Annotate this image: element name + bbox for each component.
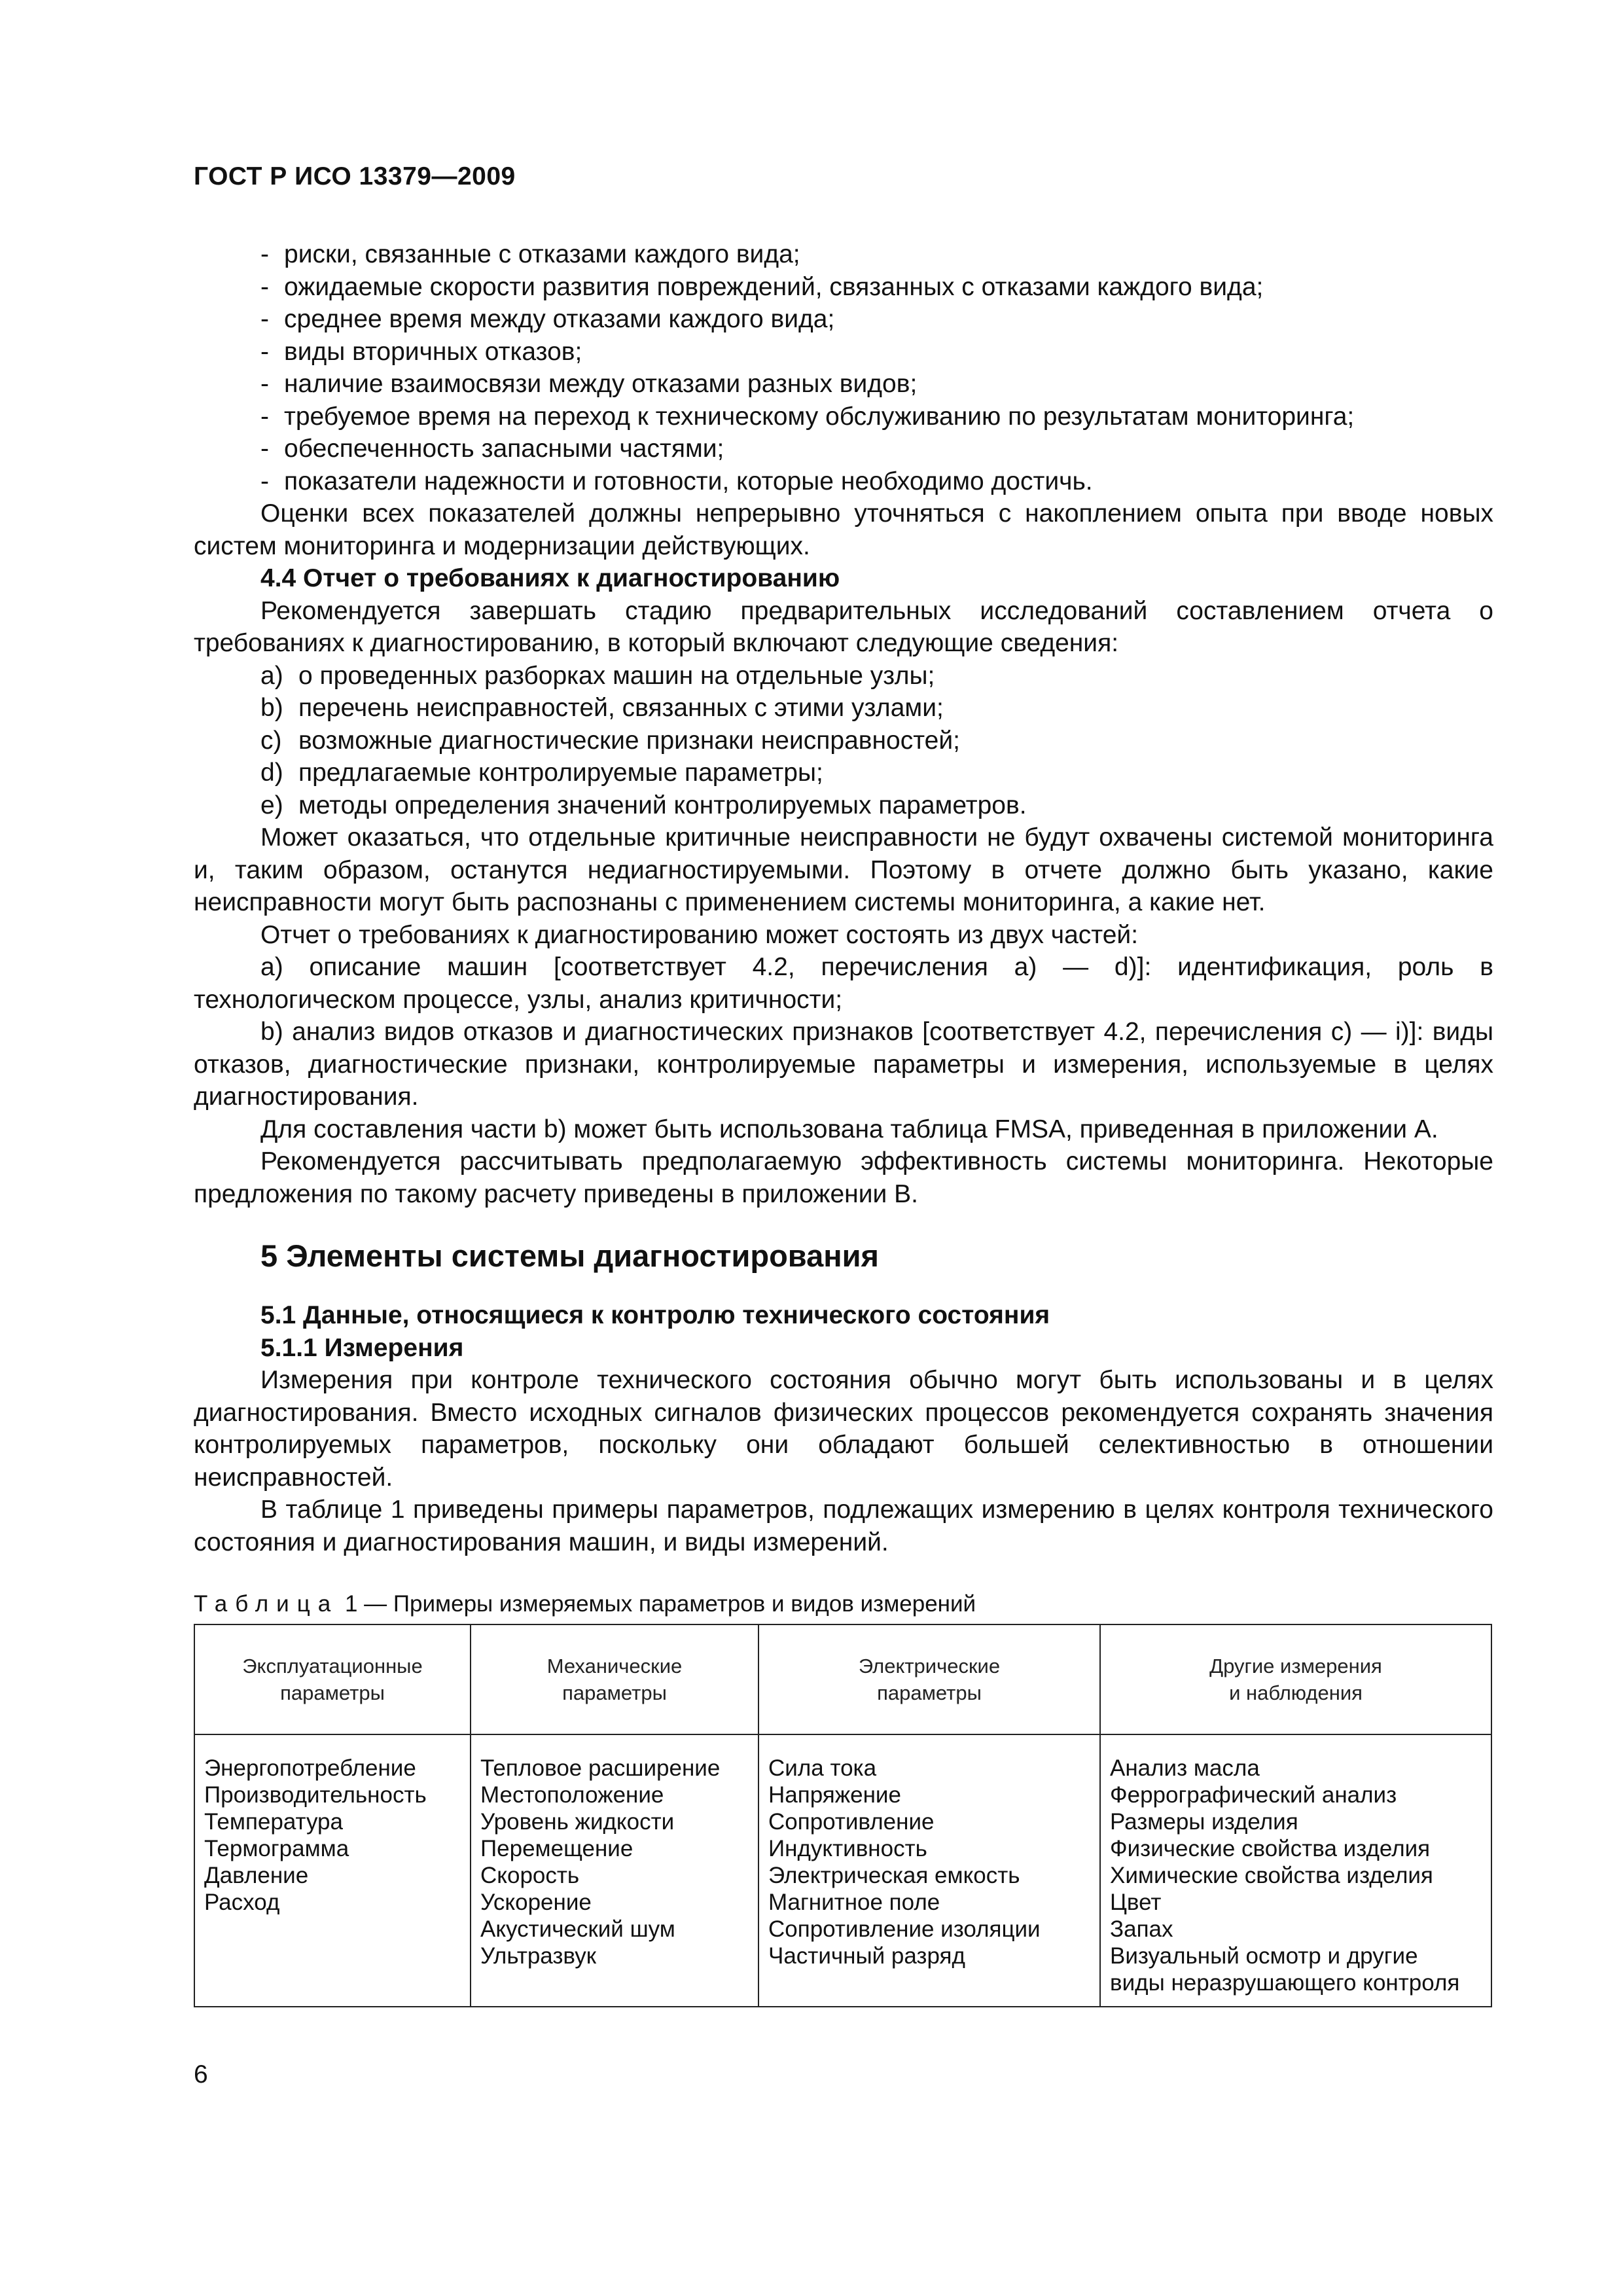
list-item: - ожидаемые скорости развития повреждений, связанных с отказами каждого вида; [260,272,1264,301]
paragraph: Измерения при контроле технического состояния обычно могут быть использованы и в целях диагностирования. Вместо исходных сигналов физических процессов рекомендуется сохранять значения контролируемых параметров, поскольку они обладают большей селективностью в отношении неисправностей. [194,1366,1493,1492]
table-cell-mechanical: Тепловое расширение Местоположение Уровень жидкости Перемещение Скорость Ускорение Акустический шум Ультразвук [471,1734,758,2007]
measurements-table [194,1624,1492,2007]
paragraph: a) описание машин [соответствует 4.2, перечисления а) — d)]: идентификация, роль в технологическом процессе, узлы, анализ критичности; [194,953,1493,1014]
paragraph: В таблице 1 приведены примеры параметров, подлежащих измерению в целях контроля технического состояния и диагностирования машин, и виды измерений. [194,1496,1493,1556]
paragraph: Оценки всех показателей должны непрерывно уточняться с накоплением опыта при вводе новых систем мониторинга и модернизации действующих. [194,499,1493,560]
enum-item: c) возможные диагностические признаки неисправностей; [260,726,960,755]
table-header-cell: Электрические параметры [758,1624,1100,1734]
list-item: - требуемое время на переход к техническому обслуживанию по результатам мониторинга; [260,402,1355,431]
paragraph: Отчет о требованиях к диагностированию может состоять из двух частей: [260,920,1139,949]
table-header-cell: Эксплуатационные параметры [194,1624,471,1734]
enum-item: a) о проведенных разборках машин на отдельные узлы; [260,661,935,690]
enum-item: d) предлагаемые контролируемые параметры; [260,759,823,787]
table-header-cell: Другие измерения и наблюдения [1100,1624,1491,1734]
paragraph: Рекомендуется рассчитывать предполагаемую эффективность системы мониторинга. Некоторые предложения по такому расчету приведены в приложении В. [194,1147,1493,1208]
list-item: - среднее время между отказами каждого вида; [260,305,835,333]
table-cell-electrical: Сила тока Напряжение Сопротивление Индуктивность Электрическая емкость Магнитное поле Сопротивление изоляции Частичный разряд [758,1734,1100,2007]
table-header-row [194,1624,1491,1734]
section-heading-5: 5 Элементы системы диагностирования [260,1238,879,1273]
table-caption: Таблица 1 — Примеры измеряемых параметров и видов измерений [194,1591,976,1617]
table-cell-other: Анализ масла Феррографический анализ Размеры изделия Физические свойства изделия Химические свойства изделия Цвет Запах Визуальный осмотр и другие виды неразрушающего контроля [1100,1734,1491,2007]
list-item: - риски, связанные с отказами каждого вида; [260,240,800,268]
table-row [194,1734,1491,2007]
list-item: - наличие взаимосвязи между отказами разных видов; [260,370,918,398]
list-item: - виды вторичных отказов; [260,337,582,366]
document-header: ГОСТ Р ИСО 13379—2009 [194,162,516,190]
section-heading-5-1: 5.1 Данные, относящиеся к контролю технического состояния [260,1301,1050,1329]
section-heading-4-4: 4.4 Отчет о требованиях к диагностированию [260,564,840,592]
table-cell-operational: Энергопотребление Производительность Температура Термограмма Давление Расход [194,1734,471,2007]
table-header-cell: Механические параметры [471,1624,758,1734]
risk-list [194,238,1493,497]
body-text [194,238,1493,2007]
paragraph: Рекомендуется завершать стадию предварительных исследований составлением отчета о требованиях к диагностированию, в который включают следующие сведения: [194,596,1493,657]
paragraph: Для составления части b) может быть использована таблица FMSA, приведенная в приложении А. [260,1115,1438,1143]
paragraph: Может оказаться, что отдельные критичные неисправности не будут охвачены системой мониторинга и, таким образом, останутся недиагностируемыми. Поэтому в отчете должно быть указано, какие неисправности могут быть распознаны с применением системы мониторинга, а какие нет. [194,823,1493,916]
list-item: - обеспеченность запасными частями; [260,435,724,463]
section-heading-5-1-1: 5.1.1 Измерения [260,1333,464,1362]
paragraph: b) анализ видов отказов и диагностических признаков [соответствует 4.2, перечисления c) — i)]: виды отказов, диагностические признаки, контролируемые параметры и измерения, используемые в целях диагностирования. [194,1018,1493,1111]
list-item: - показатели надежности и готовности, которые необходимо достичь. [260,467,1093,495]
page-number: 6 [194,2060,208,2089]
enum-item: e) методы определения значений контролируемых параметров. [260,791,1027,819]
enum-item: b) перечень неисправностей, связанных с этими узлами; [260,694,944,722]
